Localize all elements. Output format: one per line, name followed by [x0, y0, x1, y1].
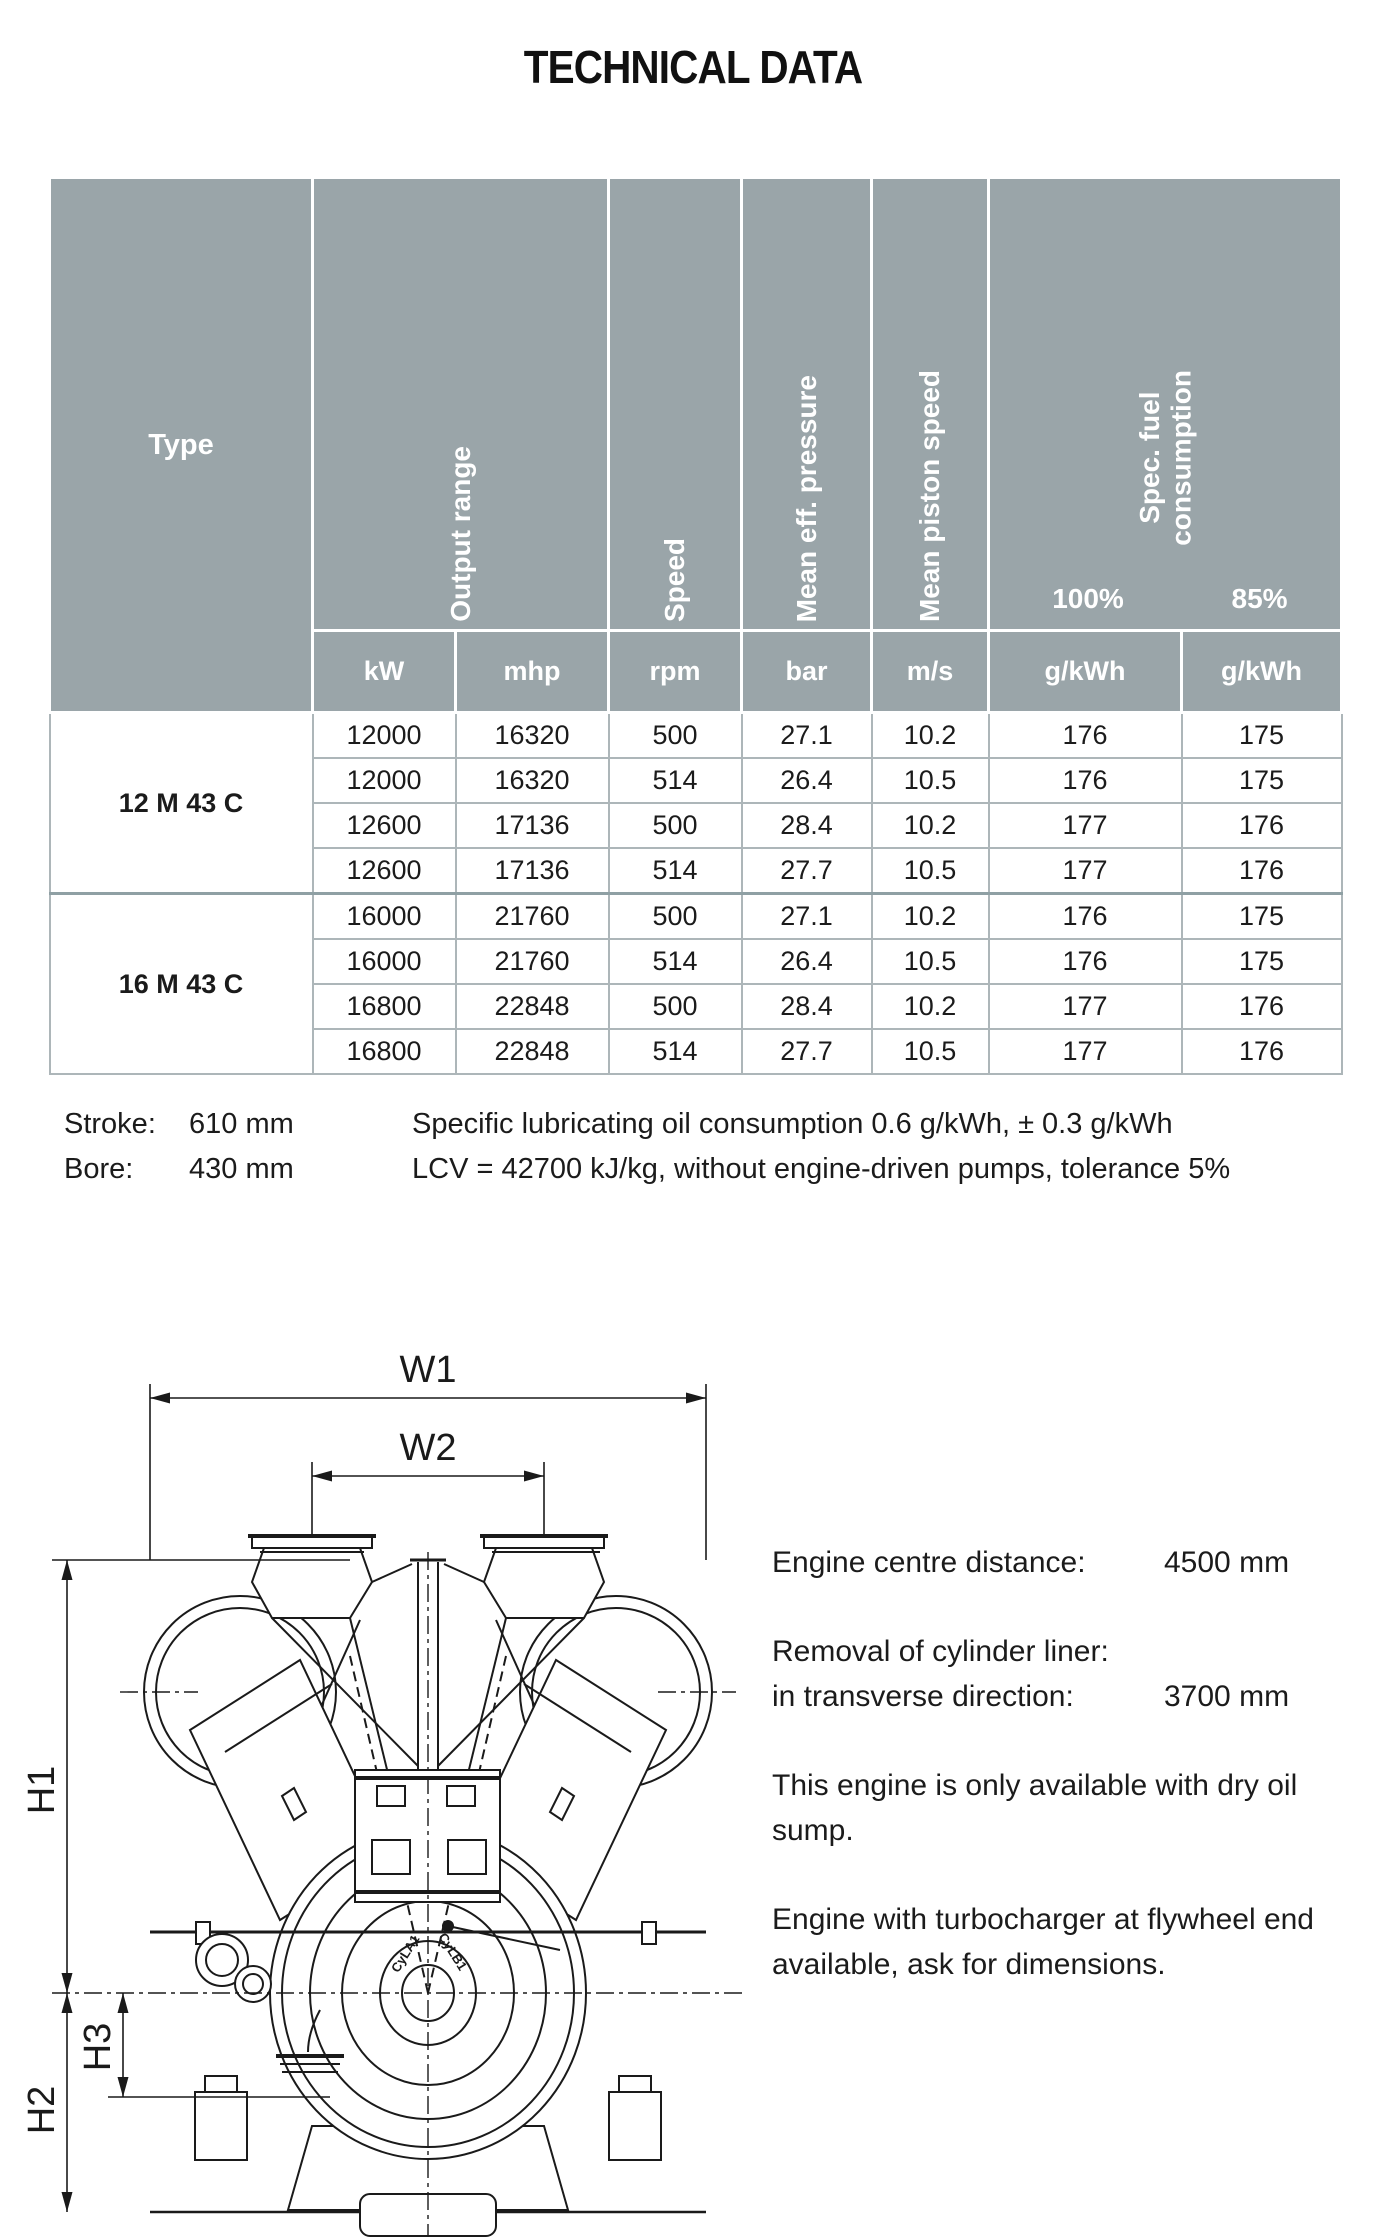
table-row [50, 713, 1342, 759]
table-cell: 177 [989, 984, 1182, 1029]
table-cell: 28.4 [742, 803, 872, 848]
table-cell: 26.4 [742, 758, 872, 803]
table-cell: 10.5 [872, 1029, 989, 1074]
consumption-notes [412, 1102, 1352, 1192]
table-cell: 175 [1182, 894, 1342, 940]
table-cell: 176 [989, 758, 1182, 803]
table-cell: 27.7 [742, 848, 872, 894]
table-cell: 28.4 [742, 984, 872, 1029]
table-cell: 176 [1182, 1029, 1342, 1074]
liner-removal-line2: in transverse direction: [772, 1680, 1074, 1713]
dim-label-w1: W1 [399, 1349, 457, 1391]
load-85-label: 85% [1231, 583, 1288, 614]
flywheel-label-cylb1: CyLB1 [435, 1930, 471, 1974]
load-100-label: 100% [1052, 583, 1124, 614]
table-row [50, 894, 1342, 940]
engine-group-16m43c [50, 894, 1342, 1075]
table-cell: 176 [1182, 848, 1342, 894]
table-cell: 12000 [313, 758, 456, 803]
table-cell: 16000 [313, 939, 456, 984]
table-cell: 177 [989, 848, 1182, 894]
engine-type-cell: 16 M 43 C [50, 894, 313, 1075]
dim-label-w2: W2 [399, 1427, 457, 1469]
engine-type-cell: 12 M 43 C [50, 713, 313, 894]
table-cell: 16320 [456, 713, 609, 759]
table-cell: 10.5 [872, 758, 989, 803]
col-header-mean-piston-speed [872, 178, 989, 631]
table-cell: 500 [609, 894, 742, 940]
unit-gkwh-100: g/kWh [989, 631, 1182, 713]
dim-label-h3: H3 [77, 2022, 119, 2072]
table-cell: 21760 [456, 939, 609, 984]
table-cell: 10.5 [872, 939, 989, 984]
table-cell: 10.2 [872, 984, 989, 1029]
col-header-mean-eff-pressure-label: Mean eff. pressure [790, 374, 822, 622]
table-cell: 514 [609, 758, 742, 803]
table-cell: 10.2 [872, 803, 989, 848]
unit-rpm: rpm [609, 631, 742, 713]
table-cell: 500 [609, 803, 742, 848]
table-cell: 21760 [456, 894, 609, 940]
col-header-spec-fuel-consumption [989, 178, 1342, 631]
table-cell: 17136 [456, 848, 609, 894]
table-cell: 10.2 [872, 713, 989, 759]
lcv-note: LCV = 42700 kJ/kg, without engine-driven pumps, tolerance 5% [412, 1153, 1231, 1185]
pump-drives [196, 1934, 271, 2002]
table-cell: 177 [989, 1029, 1182, 1074]
unit-gkwh-85: g/kWh [1182, 631, 1342, 713]
table-cell: 26.4 [742, 939, 872, 984]
col-header-type: Type [50, 178, 313, 713]
table-cell: 176 [989, 713, 1182, 759]
table-cell: 22848 [456, 1029, 609, 1074]
turbo-flywheel-note: Engine with turbocharger at flywheel end available, ask for dimensions. [772, 1903, 1314, 1981]
stroke-value: 610 mm [189, 1108, 294, 1140]
table-cell: 176 [1182, 803, 1342, 848]
unit-ms: m/s [872, 631, 989, 713]
col-header-speed-label: Speed [659, 537, 691, 622]
lube-oil-note: Specific lubricating oil consumption 0.6 g/kWh, ± 0.3 g/kWh [412, 1108, 1173, 1140]
table-cell: 27.7 [742, 1029, 872, 1074]
table-cell: 500 [609, 713, 742, 759]
engine-info-text [772, 1540, 1337, 1987]
table-cell: 10.2 [872, 894, 989, 940]
table-cell: 16800 [313, 984, 456, 1029]
liner-removal-value: 3700 mm [1164, 1680, 1290, 1713]
table-cell: 175 [1182, 713, 1342, 759]
unit-kw: kW [313, 631, 456, 713]
bore-label: Bore: [64, 1153, 134, 1185]
dim-label-h2: H2 [21, 2085, 63, 2135]
col-header-output-range-label: Output range [444, 446, 476, 622]
table-cell: 16320 [456, 758, 609, 803]
flywheel-label-cyla1: CyLA1 [387, 1932, 423, 1976]
table-cell: 17136 [456, 803, 609, 848]
stroke-bore-notes [64, 1102, 294, 1192]
table-cell: 176 [1182, 984, 1342, 1029]
col-header-mean-piston-speed-label: Mean piston speed [914, 369, 946, 622]
table-cell: 175 [1182, 939, 1342, 984]
table-cell: 12600 [313, 848, 456, 894]
table-cell: 16800 [313, 1029, 456, 1074]
centre-distance-label: Engine centre distance: [772, 1546, 1086, 1579]
table-cell: 176 [989, 939, 1182, 984]
stroke-label: Stroke: [64, 1108, 156, 1140]
col-header-speed [609, 178, 742, 631]
table-cell: 27.1 [742, 894, 872, 940]
unit-bar: bar [742, 631, 872, 713]
dim-label-h1: H1 [21, 1765, 63, 1815]
engine-front-view-drawing [20, 1320, 760, 2240]
table-cell: 12000 [313, 713, 456, 759]
bore-value: 430 mm [189, 1153, 294, 1185]
table-cell: 10.5 [872, 848, 989, 894]
table-cell: 177 [989, 803, 1182, 848]
table-cell: 16000 [313, 894, 456, 940]
centre-distance-value: 4500 mm [1164, 1546, 1290, 1579]
table-cell: 514 [609, 939, 742, 984]
engine-group-12m43c [50, 713, 1342, 894]
page-title: TECHNICAL DATA [523, 41, 863, 93]
liner-removal-line1: Removal of cylinder liner: [772, 1635, 1109, 1668]
col-header-output-range [313, 178, 609, 631]
table-cell: 500 [609, 984, 742, 1029]
col-header-mean-eff-pressure [742, 178, 872, 631]
unit-mhp: mhp [456, 631, 609, 713]
table-cell: 176 [989, 894, 1182, 940]
table-cell: 514 [609, 1029, 742, 1074]
table-cell: 12600 [313, 803, 456, 848]
col-header-spec-fuel-label: Spec. fuel consumption [1133, 370, 1197, 546]
table-cell: 514 [609, 848, 742, 894]
dry-sump-note: This engine is only available with dry oil sump. [772, 1769, 1298, 1847]
table-cell: 175 [1182, 758, 1342, 803]
table-cell: 22848 [456, 984, 609, 1029]
table-cell: 27.1 [742, 713, 872, 759]
technical-data-table [48, 176, 1343, 1075]
